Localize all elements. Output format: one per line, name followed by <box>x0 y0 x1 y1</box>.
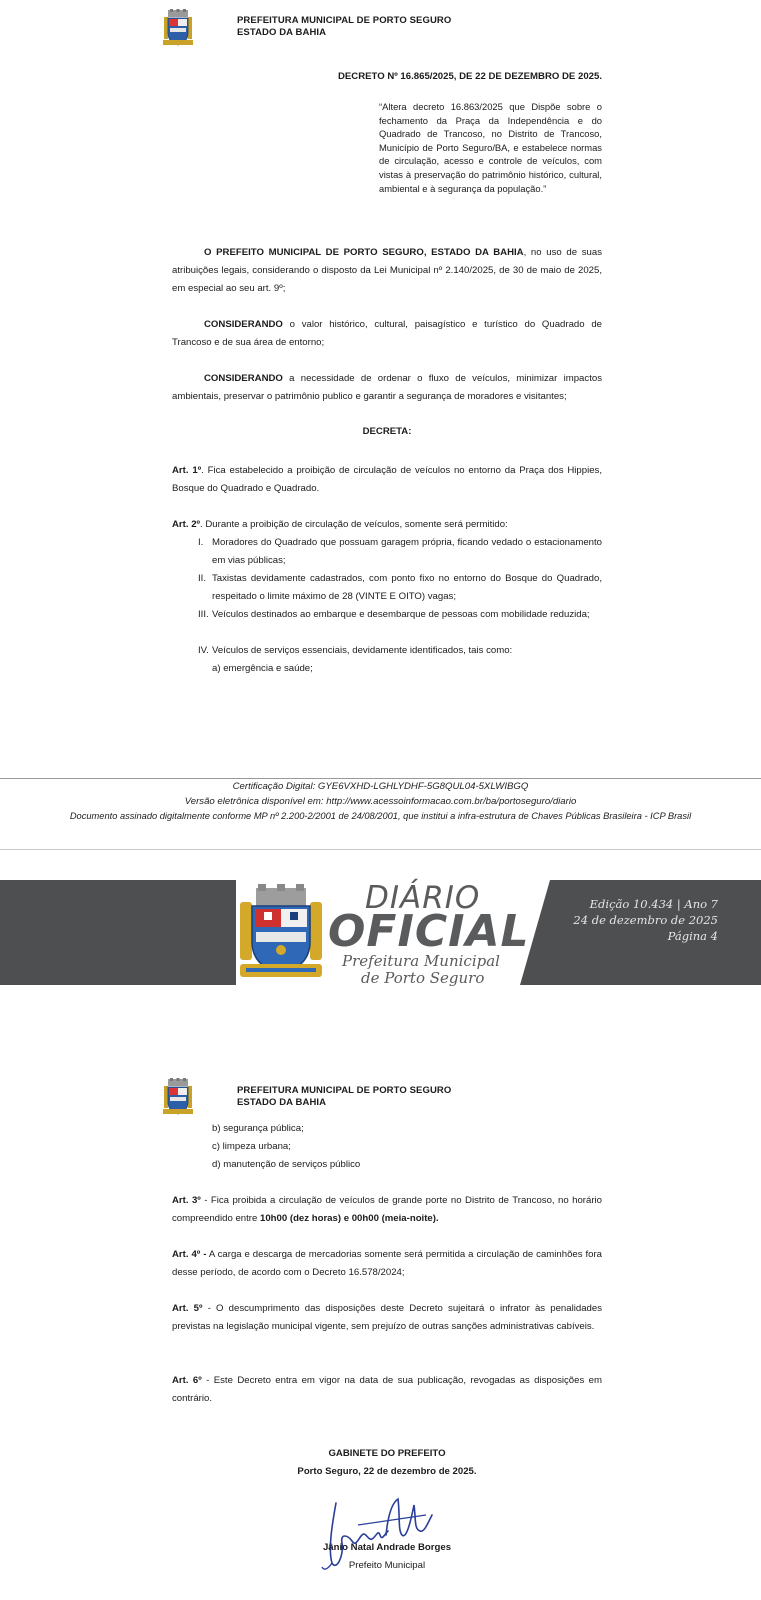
banner-subtitle-1: Prefeitura Municipal <box>342 952 500 970</box>
item-number: II. <box>198 573 206 584</box>
article-2 <box>172 516 602 534</box>
header-line-1: PREFEITURA MUNICIPAL DE PORTO SEGURO <box>237 15 452 26</box>
preamble-text: , no uso de suas atribuições legais, considerando o disposto da Lei Municipal nº 2.140/2025, de 30 de maio de 2025, em especial ao seu art. 9º; <box>172 247 602 294</box>
banner-subtitle-2: de Porto Seguro <box>361 969 485 987</box>
place-and-date: Porto Seguro, 22 de dezembro de 2025. <box>297 1466 477 1477</box>
item-c: c) limpeza urbana; <box>212 1141 291 1152</box>
article-3-label: Art. 3º <box>172 1195 201 1206</box>
article-5-text: - O descumprimento das disposições deste Decreto sujeitará o infrator às penalidades previstas na legislação municipal vigente, sem prejuízo de outras sanções administrativas cabíveis. <box>172 1303 602 1332</box>
page2-header <box>237 1085 451 1109</box>
article-3-bold: 10h00 (dez horas) e 00h00 (meia-noite). <box>260 1213 439 1224</box>
item-a: a) emergência e saúde; <box>212 663 313 674</box>
article-1-label: Art. 1º <box>172 465 202 476</box>
article-3-text: - Fica proibida a circulação de veículos de grande porte no Distrito de Trancoso, no horário compreendido entre <box>172 1195 602 1224</box>
article-4-text: A carga e descarga de mercadorias somente será permitida a circulação de caminhões fora desse período, de acordo com o Decreto 16.578/2024; <box>172 1249 603 1278</box>
article-6-text: - Este Decreto entra em vigor na data de sua publicação, revogadas as disposições em contrário. <box>172 1375 602 1404</box>
article-2-text: . Durante a proibição de circulação de veículos, somente será permitido: <box>200 519 508 530</box>
header-line-2: ESTADO DA BAHIA <box>237 1097 327 1108</box>
electronic-version: Versão eletrônica disponível em: http://www.acessoinformacao.com.br/ba/portoseguro/diario <box>184 796 577 807</box>
banner-title-top: DIÁRIO <box>365 880 481 916</box>
item-b: b) segurança pública; <box>212 1123 304 1134</box>
considerando-1 <box>172 316 602 352</box>
item-text: Veículos de serviços essenciais, devidamente identificados, tais como: <box>212 645 513 656</box>
digital-signature-note: Documento assinado digitalmente conforme MP nº 2.200-2/2001 de 24/08/2001, que institui a infra-estrutura de Chaves Públicas Brasileira - ICP Brasil <box>69 811 692 821</box>
header-line-2: ESTADO DA BAHIA <box>237 27 327 38</box>
decree-title: DECRETO Nº 16.865/2025, DE 22 DE DEZEMBRO DE 2025. <box>337 71 602 82</box>
article-6-label: Art. 6º <box>172 1375 202 1386</box>
article-2-item-3 <box>198 606 602 624</box>
footer-top-divider <box>0 778 761 779</box>
considerando-1-text: o valor histórico, cultural, paisagístico e turístico do Quadrado de Trancoso e de sua área de entorno; <box>172 319 602 348</box>
decreta-heading: DECRETA: <box>362 426 412 437</box>
article-4 <box>172 1246 602 1282</box>
footer-bottom-divider <box>0 849 761 850</box>
preamble-bold: O PREFEITO MUNICIPAL DE PORTO SEGURO, ESTADO DA BAHIA <box>204 247 524 258</box>
decree-summary: “Altera decreto 16.863/2025 que Dispõe sobre o fechamento da Praça da Independência e do Quadrado de Trancoso, no Distrito de Trancoso, Município de Porto Seguro/BA, e estabelece normas de circulação, acesso e controle de veículos, com vistas à preservação do patrimônio histórico, cultural, ambiental e à segurança da população.” <box>379 101 602 194</box>
item-number: IV. <box>198 645 209 656</box>
considerando-2-text: a necessidade de ordenar o fluxo de veículos, minimizar impactos ambientais, preservar o patrimônio publico e garantir a segurança de moradores e visitantes; <box>172 373 602 402</box>
preamble <box>172 244 602 298</box>
item-text: Taxistas devidamente cadastrados, com ponto fixo no entorno do Bosque do Quadrado, respeitado o limite máximo de 28 (VINTE E OITO) vagas; <box>212 573 602 602</box>
item-text: Veículos destinados ao embarque e desembarque de pessoas com mobilidade reduzida; <box>212 609 590 620</box>
article-1-text: . Fica estabelecido a proibição de circulação de veículos no entorno da Praça dos Hippies, Bosque do Quadrado e Quadrado. <box>172 465 602 494</box>
item-text: Moradores do Quadrado que possuam garagem própria, ficando vedado o estacionamento em vias públicas; <box>212 537 602 566</box>
page1-header <box>237 15 451 39</box>
signer-role: Prefeito Municipal <box>348 1560 426 1571</box>
banner-title-main: OFICIAL <box>328 906 530 957</box>
article-4-label: Art. 4º - <box>172 1249 207 1260</box>
article-2-item-1 <box>198 534 602 570</box>
header-line-1: PREFEITURA MUNICIPAL DE PORTO SEGURO <box>237 1085 452 1096</box>
banner-edition: Edição 10.434 | Ano 7 <box>589 897 718 911</box>
cabinet-heading: GABINETE DO PREFEITO <box>328 1448 446 1459</box>
article-5 <box>172 1300 602 1336</box>
diario-oficial-crest-icon <box>238 884 324 980</box>
considerando-1-bold: CONSIDERANDO <box>204 319 283 330</box>
article-2-item-2 <box>198 570 602 606</box>
item-number: I. <box>198 537 204 548</box>
article-2-label: Art. 2º <box>172 519 201 530</box>
considerando-2-bold: CONSIDERANDO <box>204 373 283 384</box>
item-number: III. <box>198 609 209 620</box>
considerando-2 <box>172 370 602 406</box>
article-3 <box>172 1192 602 1228</box>
municipal-crest-icon-2 <box>161 1078 195 1116</box>
banner-date: 24 de dezembro de 2025 <box>573 913 718 927</box>
municipal-crest-icon <box>161 9 195 47</box>
article-2-item-4 <box>198 642 602 660</box>
signer-name: Jânio Natal Andrade Borges <box>322 1542 452 1553</box>
article-6 <box>172 1372 602 1408</box>
article-5-label: Art. 5º <box>172 1303 203 1314</box>
banner-page: Página 4 <box>667 929 718 943</box>
banner-left-band <box>0 880 236 985</box>
item-d: d) manutenção de serviços público <box>212 1159 361 1170</box>
article-1 <box>172 462 602 498</box>
digital-certification: Certificação Digital: GYE6VXHD-LGHLYDHF-5G8QUL04-5XLWIBGQ <box>232 781 529 792</box>
